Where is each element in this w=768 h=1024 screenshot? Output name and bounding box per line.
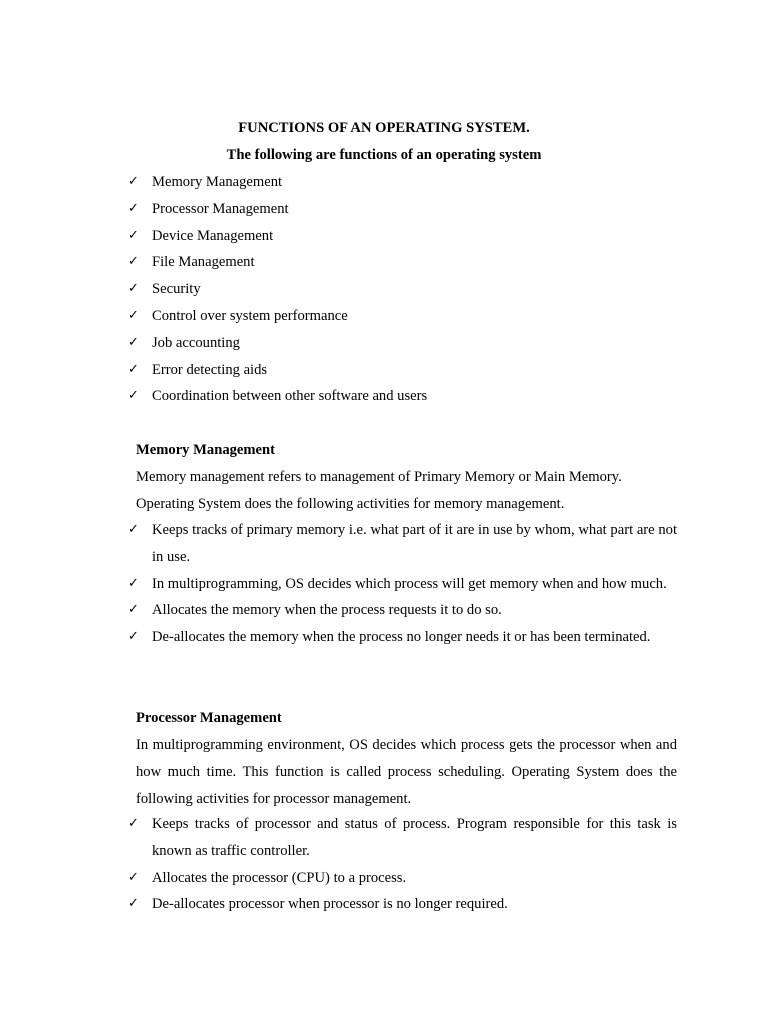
list-item: [128, 891, 677, 918]
checkmark-icon: ✓: [128, 361, 139, 377]
list-item-text: In multiprogramming, OS decides which process will get memory when and how much.: [152, 575, 667, 592]
list-item-text: Error detecting aids: [152, 361, 268, 378]
functions-list: [128, 169, 427, 410]
list-item-text: Device Management: [152, 227, 274, 244]
checkmark-icon: ✓: [128, 869, 139, 885]
list-item: [128, 303, 427, 330]
checkmark-icon: ✓: [128, 281, 139, 297]
checkmark-icon: ✓: [128, 896, 139, 912]
list-item: [128, 330, 427, 357]
checkmark-icon: ✓: [128, 227, 139, 243]
list-item: [128, 383, 427, 410]
list-item: [128, 811, 677, 865]
list-item-text: Security: [152, 281, 201, 298]
list-item-text: Processor Management: [152, 200, 289, 217]
list-item-text: Keeps tracks of primary memory i.e. what part of it are in use by whom, what part are not in use.: [152, 522, 677, 565]
list-item: [128, 249, 427, 276]
checkmark-icon: ✓: [128, 200, 139, 216]
checkmark-icon: ✓: [128, 174, 139, 189]
checkmark-icon: ✓: [128, 388, 139, 404]
processor-management-paragraph: In multiprogramming environment, OS decides which process gets the processor when and how much time. This function is called process scheduling. Operating System does the following activities for processor management.: [136, 737, 677, 807]
list-item-text: Keeps tracks of processor and status of process. Program responsible for this task is known as traffic controller.: [152, 816, 677, 859]
list-item: [128, 571, 677, 598]
checkmark-icon: ✓: [128, 602, 139, 618]
checkmark-icon: ✓: [128, 629, 139, 645]
checkmark-icon: ✓: [128, 816, 139, 831]
list-item-text: Coordination between other software and users: [152, 388, 428, 405]
checkmark-icon: ✓: [128, 334, 139, 350]
list-item-text: Allocates the processor (CPU) to a process.: [152, 869, 407, 886]
processor-management-list: [128, 811, 677, 918]
list-item-text: Allocates the memory when the process requests it to do so.: [152, 602, 502, 619]
memory-management-paragraph: Memory management refers to management of Primary Memory or Main Memory.: [136, 469, 622, 485]
list-item: [128, 597, 677, 624]
list-item: [128, 624, 677, 651]
list-item: [128, 223, 427, 250]
list-item: [128, 196, 427, 223]
document-subtitle: The following are functions of an operating system: [226, 147, 542, 163]
checkmark-icon: ✓: [128, 522, 139, 537]
memory-management-paragraph: Operating System does the following activities for memory management.: [136, 496, 565, 512]
memory-management-heading: Memory Management: [136, 442, 275, 458]
list-item-text: De-allocates the memory when the process no longer needs it or has been terminated.: [152, 629, 651, 646]
checkmark-icon: ✓: [128, 307, 139, 323]
list-item-text: Job accounting: [152, 334, 240, 351]
list-item-text: File Management: [152, 254, 255, 271]
checkmark-icon: ✓: [128, 254, 139, 270]
list-item-text: Control over system performance: [152, 307, 348, 324]
list-item-text: Memory Management: [152, 174, 283, 190]
list-item: [128, 517, 677, 571]
list-item: [128, 865, 677, 892]
list-item: [128, 169, 427, 196]
processor-management-heading: Processor Management: [136, 710, 282, 726]
list-item-text: De-allocates processor when processor is no longer required.: [152, 896, 508, 913]
memory-management-list: [128, 517, 677, 651]
document-title: FUNCTIONS OF AN OPERATING SYSTEM.: [238, 120, 530, 136]
checkmark-icon: ✓: [128, 575, 139, 591]
list-item: [128, 357, 427, 384]
list-item: [128, 276, 427, 303]
